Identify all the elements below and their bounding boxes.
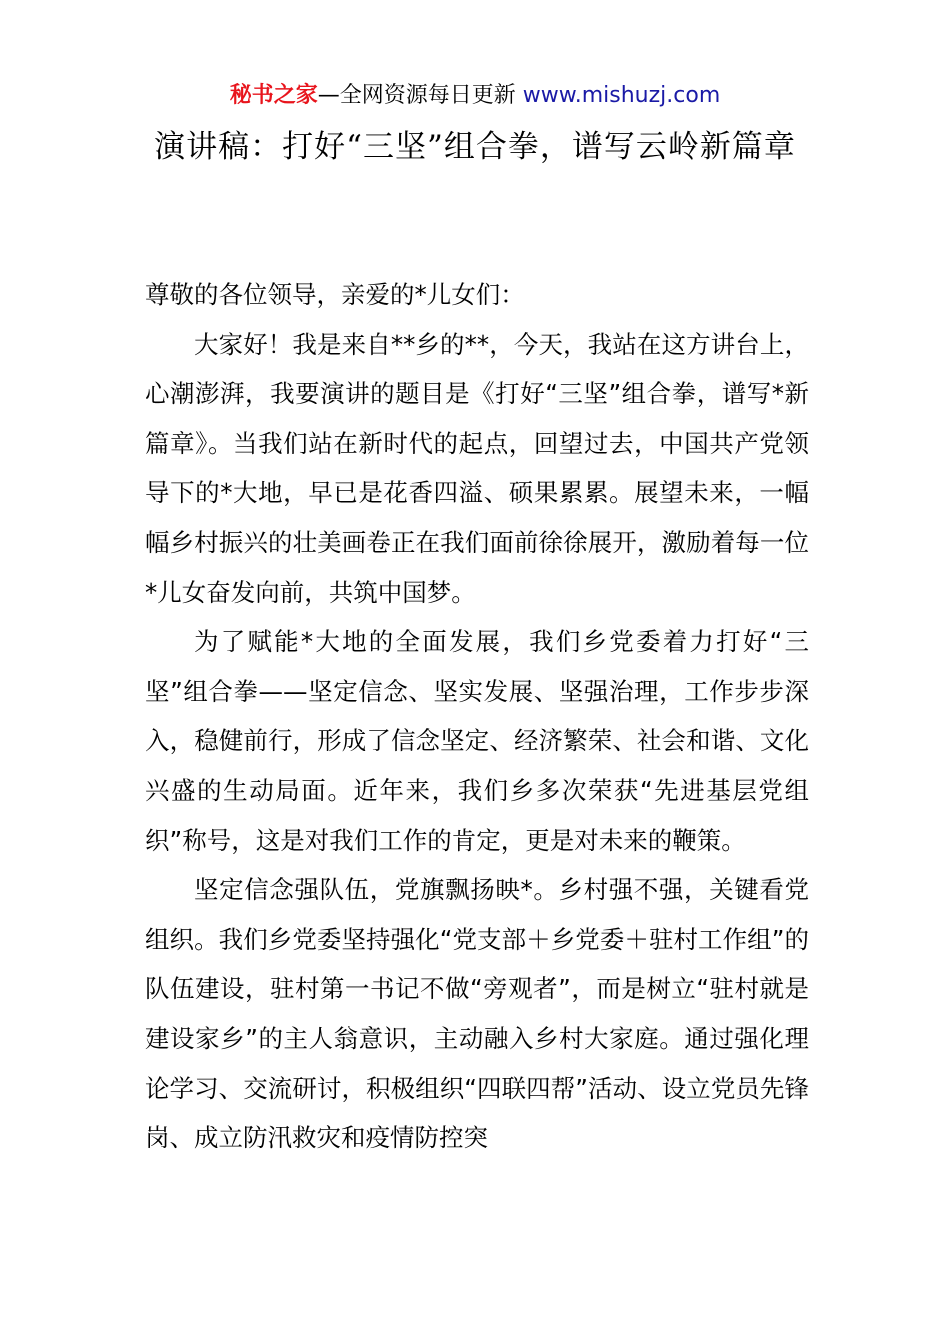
paragraph-2: 为了赋能*大地的全面发展，我们乡党委着力打好“三坚”组合拳——坚定信念、坚实发展、坚强治理，工作步步深入，稳健前行，形成了信念坚定、经济繁荣、社会和谐、文化兴盛的生动局面。近年来，我们乡多次荣获“先进基层党组织”称号，这是对我们工作的肯定，更是对未来的鞭策。 [145,627,809,855]
document-body [145,270,809,1163]
paragraph-3: 坚定信念强队伍，党旗飘扬映*。乡村强不强，关键看党组织。我们乡党委坚持强化“党支部＋乡党委＋驻村工作组”的队伍建设，驻村第一书记不做“旁观者”，而是树立“驻村就是建设家乡”的主人翁意识，主动融入乡村大家庭。通过强化理论学习、交流研讨，积极组织“四联四帮”活动、设立党员先锋岗、成立防汛救灾和疫情防控突 [145,875,809,1153]
paragraph-1: 大家好！我是来自**乡的**，今天，我站在这方讲台上，心潮澎湃，我要演讲的题目是《打好“三坚”组合拳，谱写*新篇章》。当我们站在新时代的起点，回望过去，中国共产党领导下的*大地，早已是花香四溢、硕果累累。展望未来，一幅幅乡村振兴的壮美画卷正在我们面前徐徐展开，激励着每一位*儿女奋发向前，共筑中国梦。 [145,329,809,607]
salutation: 尊敬的各位领导，亲爱的*儿女们： [145,280,525,309]
site-header [0,80,950,112]
site-tagline: —全网资源每日更新 [317,83,523,108]
site-name: 秘书之家 [229,83,318,108]
site-url-link[interactable]: www.mishuzj.com [522,83,721,108]
document-title: 演讲稿：打好“三坚”组合拳，谱写云岭新篇章 [154,129,796,165]
